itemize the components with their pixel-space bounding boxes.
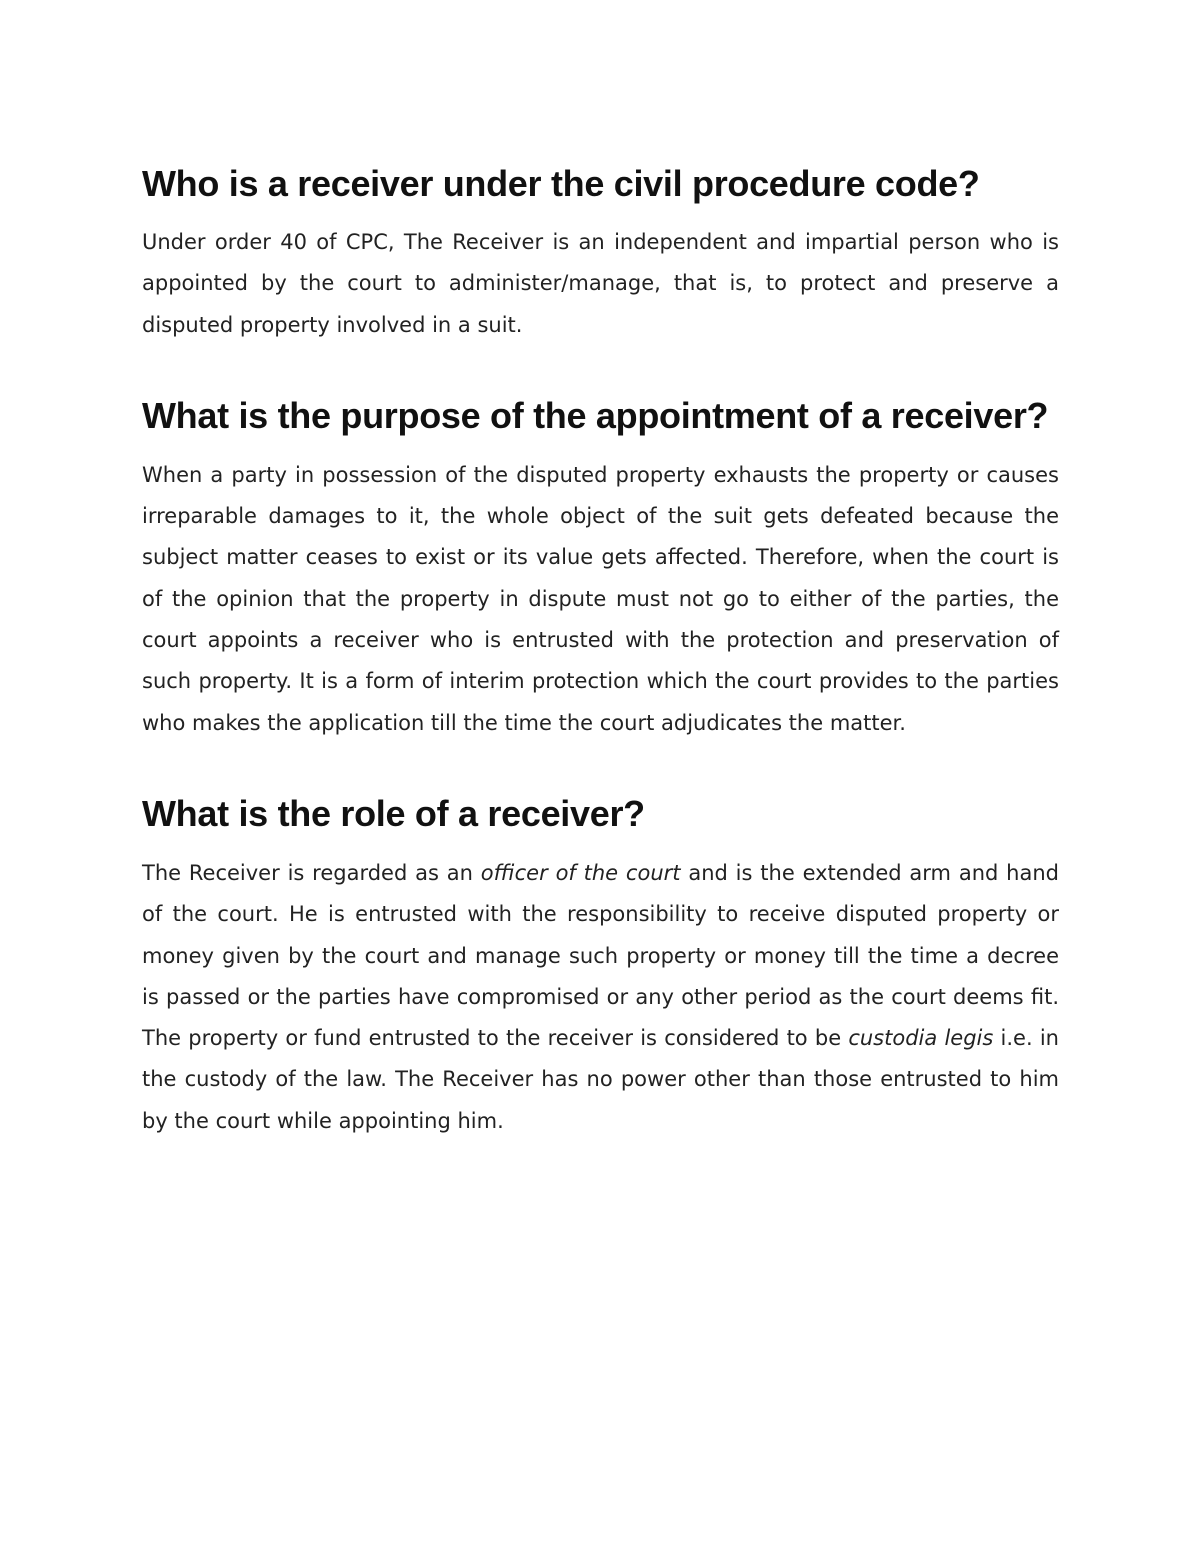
paragraph-receiver-definition: Under order 40 of CPC, The Receiver is an independent and impartial person who is appointed by the court to administer/manage, that is, to protect and preserve a disputed property involved in a suit. bbox=[142, 230, 1059, 337]
document-page bbox=[142, 150, 1059, 1142]
heading-role-of-receiver: What is the role of a receiver? bbox=[142, 792, 645, 834]
role-text-part-2: and is the extended arm and hand of the court. He is entrusted with the responsibility to receive disputed property or money given by the court and manage such property or money till the time a decree is passed or the parties have compromised or any other period as the court deems fit. The property or fund entrusted to the receiver is considered to be bbox=[142, 860, 1059, 1051]
paragraph-role bbox=[142, 853, 1059, 1142]
role-italic-custodia-legis: custodia legis bbox=[848, 1026, 994, 1051]
role-text-part-3: i.e. in the custody of the law. The Receiver has no power other than those entrusted to him by the court while appointing him. bbox=[142, 1026, 1059, 1133]
heading-who-is-receiver: Who is a receiver under the civil procedure code? bbox=[142, 163, 980, 204]
role-text-part-1: The Receiver is regarded as an bbox=[142, 860, 481, 885]
paragraph-purpose: When a party in possession of the disputed property exhausts the property or causes irreparable damages to it, the whole object of the suit gets defeated because the subject matter ceases to exist or its value gets affected. Therefore, when the court is of the opinion that the property in dispute must not go to either of the parties, the court appoints a receiver who is entrusted with the protection and preservation of such property. It is a form of interim protection which the court provides to the parties who makes the application till the time the court adjudicates the matter. bbox=[142, 462, 1059, 735]
heading-purpose-of-appointment: What is the purpose of the appointment of a receiver? bbox=[142, 394, 1049, 436]
role-italic-officer-of-court: officer of the court bbox=[480, 860, 681, 885]
